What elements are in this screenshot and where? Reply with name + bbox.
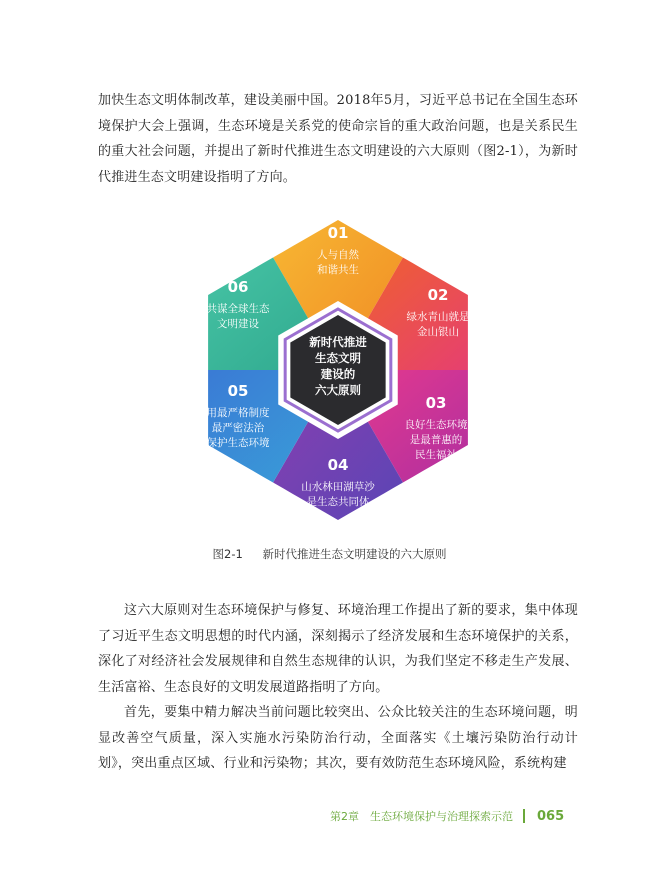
segment-number-06: 06 [227,278,249,296]
segment-label-03: 良好生态环境 [404,419,468,431]
center-label: 新时代推进 [309,335,367,349]
paragraph-3: 首先，要集中精力解决当前问题比较突出、公众比较关注的生态环境问题，明显改善空气质量，深入实施水污染防治行动，全面落实《土壤污染防治行动计划》，突出重点区域、行业和污染物；其次，要有效防范生态环境风险，系统构建 [98,705,578,771]
segment-number-01: 01 [327,224,349,242]
segment-label-04: 山水林田湖草沙 [301,481,375,493]
segment-label-05: 用最严格制度 [206,407,270,419]
figure-caption [0,546,659,562]
segment-label-02: 绿水青山就是 [406,311,470,323]
segment-label-06: 文明建设 [217,318,259,330]
segment-label-02: 金山银山 [417,326,459,338]
six-principles-figure [0,200,659,540]
page-footer [330,808,564,824]
segment-label-06: 共谋全球生态 [206,303,270,315]
segment-label-03: 是最普惠的 [409,434,463,446]
segment-number-02: 02 [427,286,449,304]
segment-label-03: 民生福祉 [415,449,457,461]
segment-number-03: 03 [425,394,447,412]
segment-label-01: 和谐共生 [317,264,359,276]
segment-label-05: 最严密法治 [211,422,265,434]
segment-label-04: 是生态共同体 [306,496,370,508]
page-number: 065 [537,808,565,824]
paragraph-2: 这六大原则对生态环境保护与修复、环境治理工作提出了新的要求，集中体现了习近平生态文明思想的时代内涵，深刻揭示了经济发展和生态环境保护的关系，深化了对经济社会发展规律和自然生态规律的认识，为我们坚定不移走生产发展、生活富裕、生态良好的文明发展道路指明了方向。 [98,603,578,695]
center-label: 生态文明 [315,351,361,365]
segment-label-01: 人与自然 [317,249,359,261]
footer-divider [523,809,525,823]
center-label: 六大原则 [315,383,361,397]
segment-label-05: 保护生态环境 [206,437,270,449]
segment-number-05: 05 [227,382,249,400]
chapter-title: 第2章 生态环境保护与治理探索示范 [330,810,513,823]
caption-text: 新时代推进生态文明建设的六大原则 [262,547,447,561]
segment-number-04: 04 [327,456,349,474]
center-label: 建设的 [320,367,356,381]
paragraph-1: 加快生态文明体制改革，建设美丽中国。2018年5月，习近平总书记在全国生态环境保护大会上强调，生态环境是关系党的使命宗旨的重大政治问题，也是关系民生的重大社会问题，并提出了新时代推进生态文明建设的六大原则（图2-1），为新时代推进生态文明建设指明了方向。 [98,93,578,185]
caption-label: 图2-1 [212,547,243,561]
